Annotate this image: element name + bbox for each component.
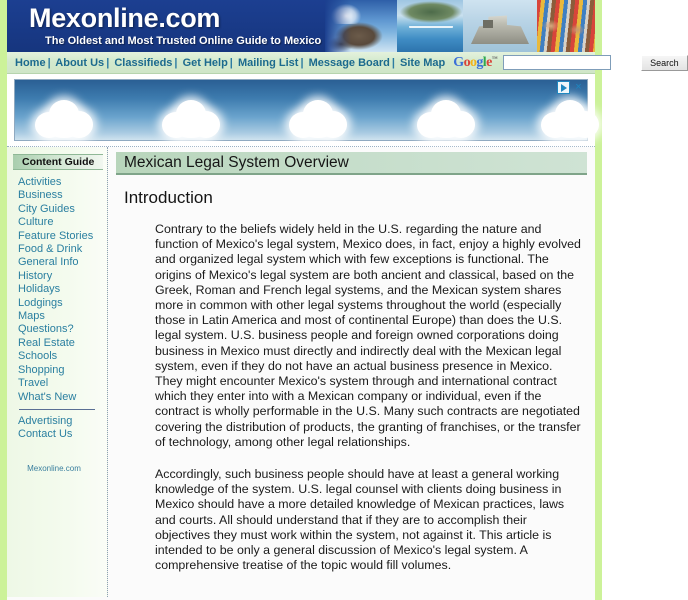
nav-item-home[interactable]: Home: [15, 56, 46, 69]
nav-links: [15, 57, 445, 69]
search-button[interactable]: Search: [641, 55, 688, 71]
sidebar-item-shopping[interactable]: Shopping: [18, 363, 65, 376]
photo-mayan-ruins: [463, 0, 537, 52]
section-heading: Introduction: [124, 188, 213, 207]
search-input[interactable]: [503, 55, 611, 70]
google-logo: Google™: [453, 54, 498, 70]
sidebar-item-business[interactable]: Business: [18, 189, 63, 202]
main-column: [108, 147, 595, 597]
collage-fade-overlay: [325, 0, 351, 52]
ad-cloud-graphic: [160, 98, 222, 138]
play-triangle-icon[interactable]: [557, 81, 570, 94]
nav-item-mailing-list[interactable]: Mailing List: [237, 56, 299, 69]
sidebar-item-maps[interactable]: Maps: [18, 310, 45, 323]
nav-separator: |: [300, 56, 304, 69]
ad-cloud-graphic: [287, 98, 349, 138]
nav-separator: |: [47, 56, 51, 69]
nav-separator: |: [174, 56, 178, 69]
site-masthead: [7, 0, 595, 52]
sidebar-footer-text: Mexonline.com: [27, 463, 81, 473]
primary-navbar: [7, 52, 679, 74]
nav-separator: |: [229, 56, 233, 69]
sidebar-item-history[interactable]: History: [18, 269, 53, 282]
sidebar-header: Content Guide: [13, 154, 103, 170]
sidebar-nav-list: [7, 176, 107, 404]
sidebar-item-holidays[interactable]: Holidays: [18, 283, 61, 296]
sidebar-item-advertising[interactable]: Advertising: [18, 414, 73, 427]
photo-beach-hammock: [397, 0, 463, 52]
trademark-mark: ™: [491, 55, 498, 62]
article-paragraph: Accordingly, such business people should have at least a general working knowledge of the system. U.S. legal counsel with clients doing business in Mexico should have a more detailed knowledge of Mexican practices, laws and courts. All should understand that if they are to accomplish their objectives they must work within the system, not against it. This article is intended to be only a general discussion of Mexico's legal system. A comprehensive treatise of the topic would fill volumes.: [155, 467, 565, 573]
page-title: Mexican Legal System Overview: [116, 152, 587, 175]
nav-separator: |: [106, 56, 110, 69]
sidebar-item-real-estate[interactable]: Real Estate: [18, 336, 75, 349]
sidebar: [7, 147, 108, 597]
nav-item-site-map[interactable]: Site Map: [400, 56, 446, 69]
nav-item-about-us[interactable]: About Us: [55, 56, 105, 69]
article-paragraph: Contrary to the beliefs widely held in the U.S. regarding the nature and function of Mexico's legal system, Mexico does, in fact, enjoy a highly evolved and organized legal system which with few exceptions is functional. The origins of Mexico's legal system are both ancient and classical, based on the Greek, Roman and French legal systems, and the Mexican system shares more in common with other legal systems throughout the world (especially those in Latin America and most of continental Europe) than does the U.S. legal system. U.S. business people and foreign owned corporations doing business in Mexico must directly and indirectly deal with the Mexican legal system, even if they do not have an actual business presence in Mexico. They might encounter Mexico's system through and international contract which they enter into with a Mexican company or individual, even if the contract is wholly performable in the U.S. Many such contracts are negotiated covering the distribution of products, the granting of franchises, or the transfer of technology, among other legal relationships.: [155, 222, 581, 449]
nav-item-get-help[interactable]: Get Help: [182, 56, 228, 69]
article-body: [116, 222, 587, 573]
content-area: [7, 147, 595, 597]
sidebar-item-food-and-drink[interactable]: Food & Drink: [18, 243, 83, 256]
sidebar-item-activities[interactable]: Activities: [18, 176, 62, 188]
sidebar-item-questions[interactable]: Questions?: [18, 323, 74, 336]
site-logo-text: Mexonline.com: [29, 3, 221, 33]
site-tagline: The Oldest and Most Trusted Online Guide to Mexico: [45, 35, 322, 47]
sidebar-secondary-list: [7, 415, 107, 442]
sidebar-item-lodgings[interactable]: Lodgings: [18, 296, 63, 309]
nav-item-classifieds[interactable]: Classifieds: [114, 56, 173, 69]
ad-choices-controls: [557, 81, 585, 94]
banner-ad[interactable]: [14, 79, 588, 141]
sidebar-item-culture[interactable]: Culture: [18, 216, 54, 229]
sidebar-item-whats-new[interactable]: What's New: [18, 390, 77, 403]
photo-folk-dancers: [537, 0, 595, 52]
ad-cloud-graphic: [33, 98, 95, 138]
sidebar-divider: [19, 409, 95, 410]
sidebar-item-feature-stories[interactable]: Feature Stories: [18, 229, 94, 242]
nav-separator: |: [391, 56, 395, 69]
ad-cloud-graphic: [415, 98, 477, 138]
ad-cloud-graphic: [539, 98, 601, 138]
sidebar-item-city-guides[interactable]: City Guides: [18, 202, 75, 215]
nav-item-message-board[interactable]: Message Board: [308, 56, 390, 69]
sidebar-item-general-info[interactable]: General Info: [18, 256, 79, 269]
sidebar-item-travel[interactable]: Travel: [18, 377, 49, 390]
close-x-icon[interactable]: ×: [575, 81, 582, 93]
brand-block: [7, 0, 337, 52]
sidebar-item-schools[interactable]: Schools: [18, 350, 58, 363]
ad-zone: [7, 74, 595, 147]
header-photo-collage: [325, 0, 595, 52]
sidebar-item-contact-us[interactable]: Contact Us: [18, 428, 73, 441]
